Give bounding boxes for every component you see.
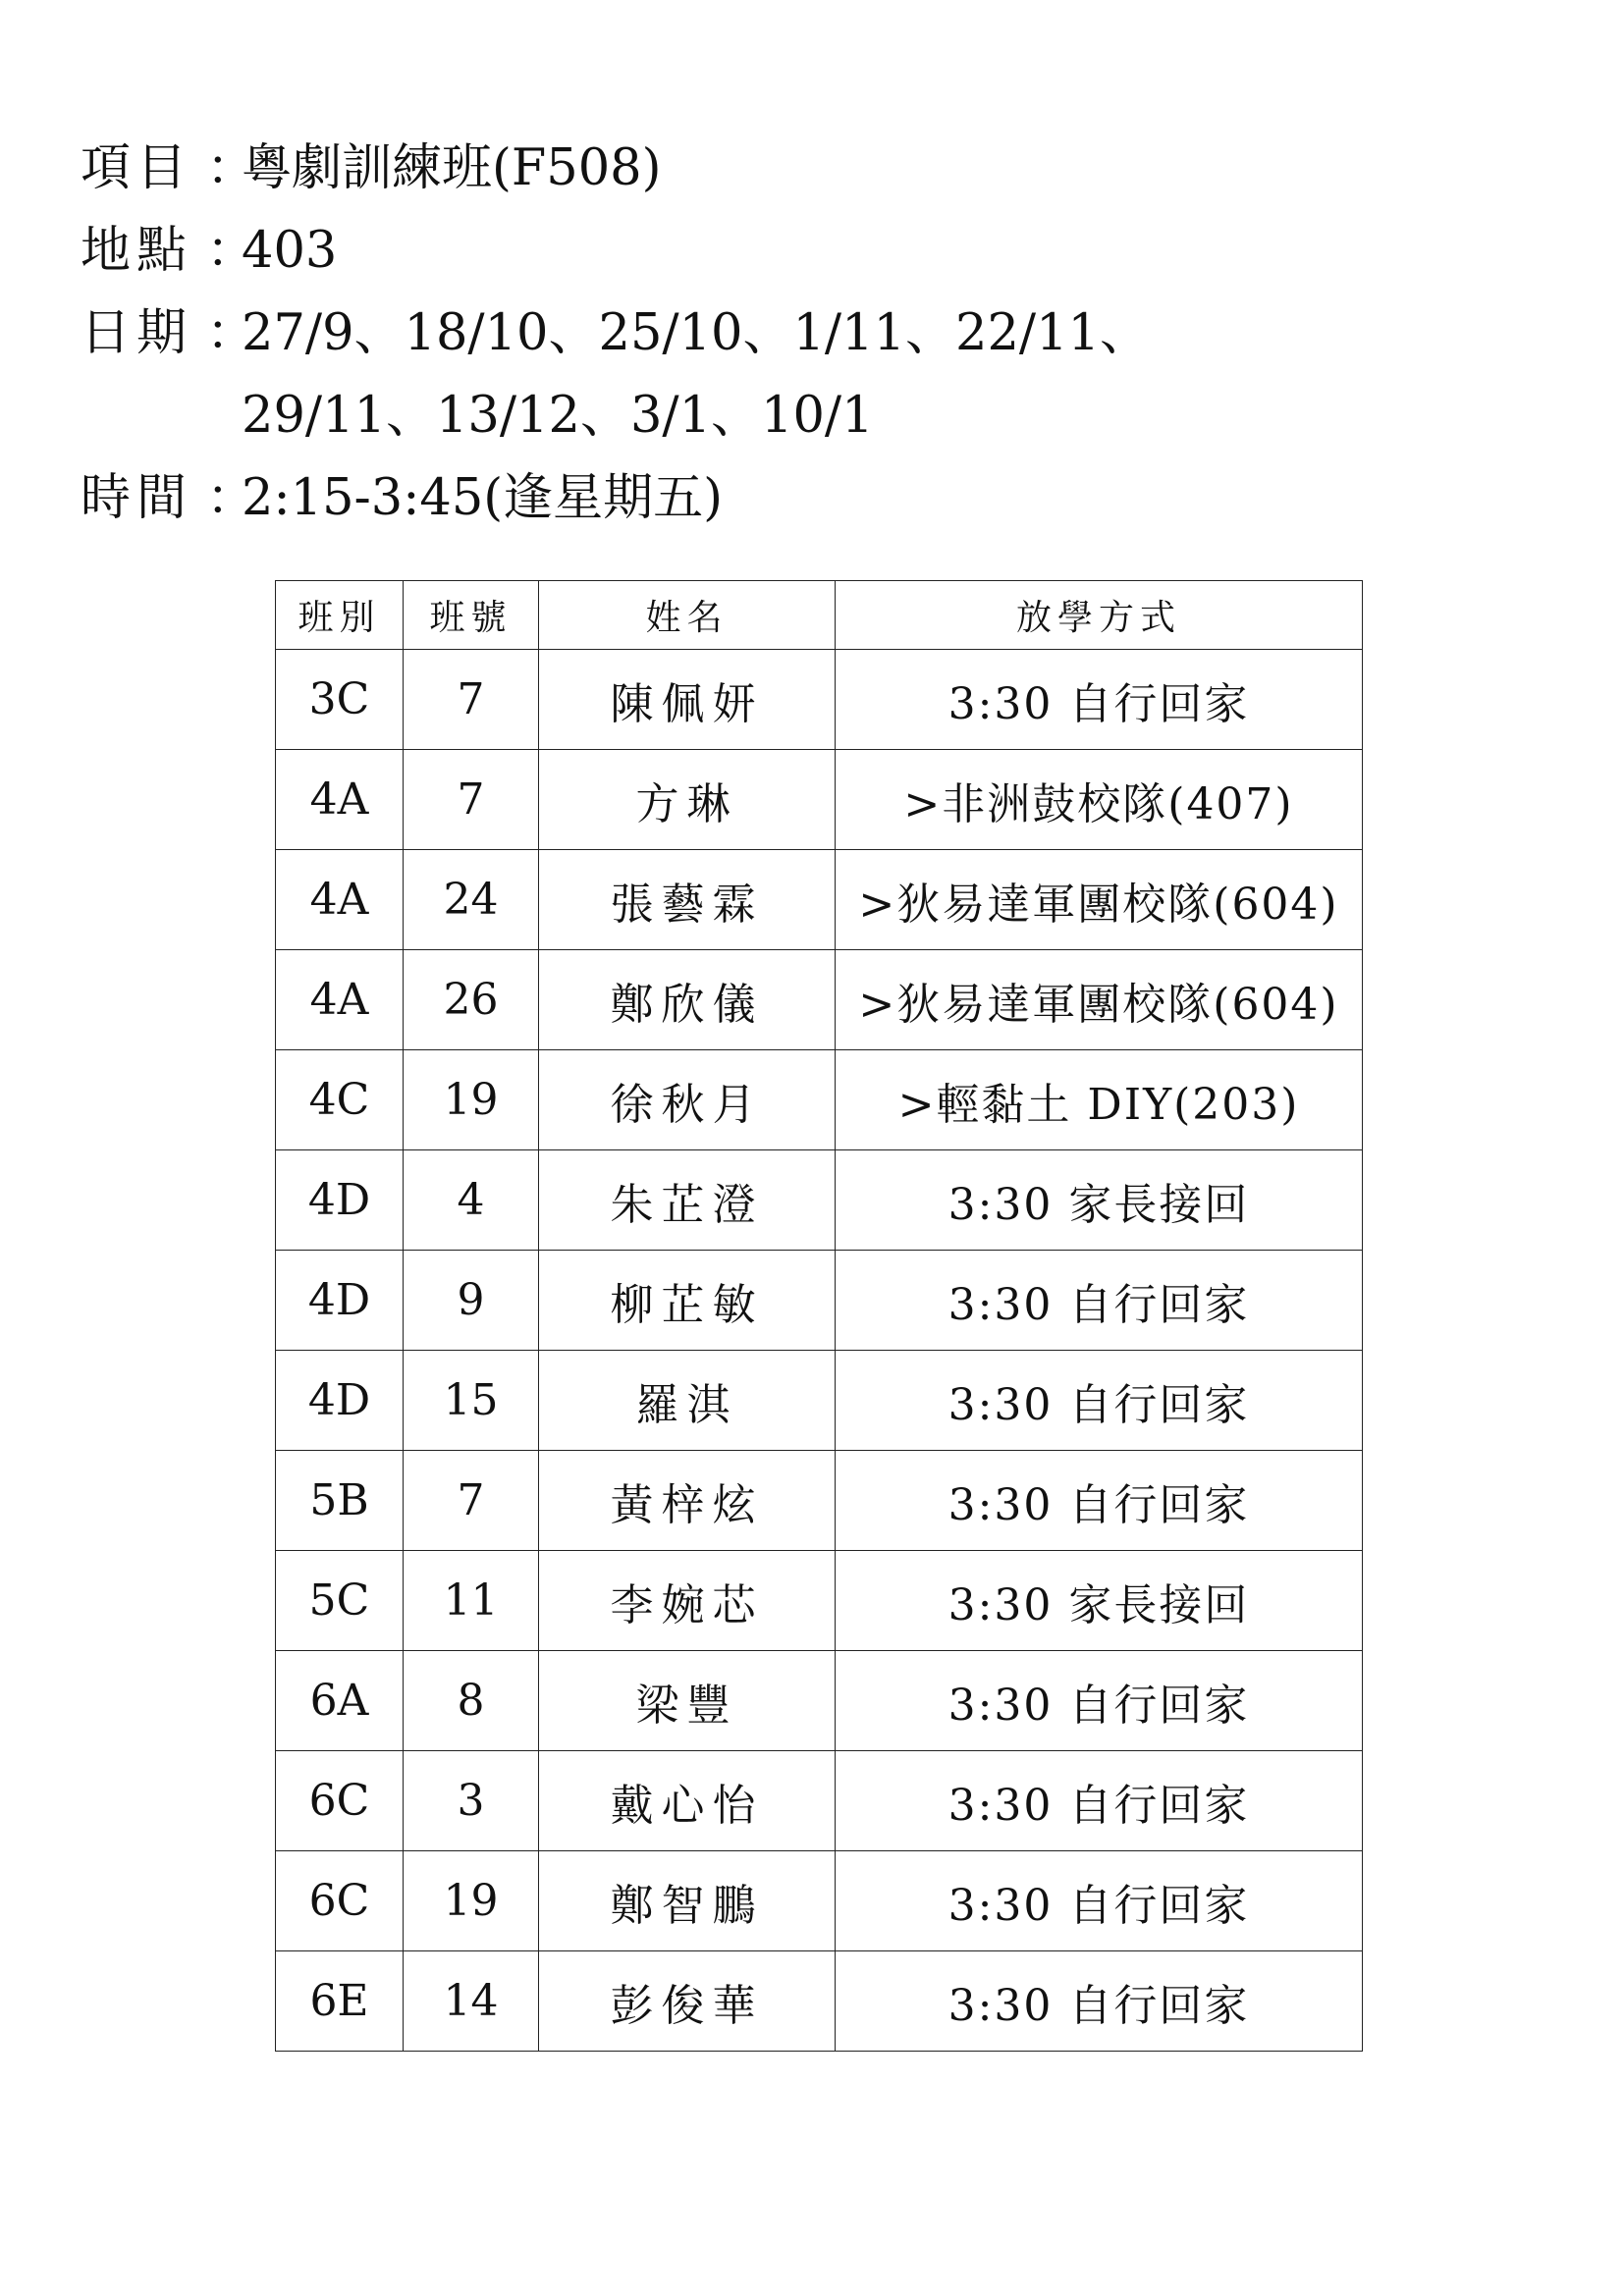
class-number-cell: 19 <box>404 1050 539 1150</box>
dismissal-method-cell: 3:30 自行回家 <box>836 1651 1363 1751</box>
student-name-cell: 李婉芯 <box>539 1551 836 1651</box>
dismissal-method-cell: 3:30 家長接回 <box>836 1150 1363 1251</box>
table-row <box>276 1451 1363 1551</box>
class-number-cell: 9 <box>404 1251 539 1351</box>
time-value: 2:15-3:45(逢星期五) <box>242 469 724 527</box>
table-row <box>276 1251 1363 1351</box>
student-name-cell: 羅淇 <box>539 1351 836 1451</box>
student-name-cell: 彭俊華 <box>539 1951 836 2052</box>
table-row <box>276 1050 1363 1150</box>
class-number-cell: 7 <box>404 1451 539 1551</box>
dates-line-1: 27/9、18/10、25/10、1/11、22/11、 <box>242 304 1150 362</box>
table-body <box>276 650 1363 2052</box>
location-label: 地點 <box>81 222 193 280</box>
header-class: 班別 <box>276 581 404 650</box>
class-cell: 4D <box>276 1150 404 1251</box>
table-row <box>276 1951 1363 2052</box>
class-number-cell: 19 <box>404 1851 539 1951</box>
dates-label: 日期 <box>81 304 193 362</box>
student-name-cell: 陳佩妍 <box>539 650 836 750</box>
activity-info <box>81 128 1150 540</box>
student-name-cell: 方琳 <box>539 750 836 850</box>
table-row <box>276 1551 1363 1651</box>
student-name-cell: 鄭智鵬 <box>539 1851 836 1951</box>
class-cell: 4D <box>276 1351 404 1451</box>
student-roster-table <box>275 580 1363 2052</box>
class-cell: 4A <box>276 750 404 850</box>
class-cell: 6E <box>276 1951 404 2052</box>
class-number-cell: 7 <box>404 650 539 750</box>
table-row <box>276 950 1363 1050</box>
header-name: 姓名 <box>539 581 836 650</box>
table-row <box>276 1351 1363 1451</box>
dismissal-method-cell: 3:30 自行回家 <box>836 1351 1363 1451</box>
project-label: 項目 <box>81 139 193 197</box>
dates-row <box>81 293 1150 457</box>
header-dismissal-method: 放學方式 <box>836 581 1363 650</box>
class-cell: 4D <box>276 1251 404 1351</box>
table-row <box>276 850 1363 950</box>
table-row <box>276 1651 1363 1751</box>
time-colon: ： <box>206 469 257 527</box>
table-row <box>276 1751 1363 1851</box>
class-cell: 3C <box>276 650 404 750</box>
dismissal-method-cell: 3:30 自行回家 <box>836 1951 1363 2052</box>
dismissal-method-cell: 3:30 自行回家 <box>836 650 1363 750</box>
table-header-row <box>276 581 1363 650</box>
class-number-cell: 24 <box>404 850 539 950</box>
project-row <box>81 128 1150 210</box>
dates-line-2: 29/11、13/12、3/1、10/1 <box>242 387 874 445</box>
student-name-cell: 梁豐 <box>539 1651 836 1751</box>
dismissal-method-cell: >輕黏土 DIY(203) <box>836 1050 1363 1150</box>
student-name-cell: 黃梓炫 <box>539 1451 836 1551</box>
class-number-cell: 15 <box>404 1351 539 1451</box>
class-cell: 5C <box>276 1551 404 1651</box>
class-cell: 5B <box>276 1451 404 1551</box>
class-number-cell: 11 <box>404 1551 539 1651</box>
class-number-cell: 14 <box>404 1951 539 2052</box>
class-number-cell: 8 <box>404 1651 539 1751</box>
dismissal-method-cell: 3:30 家長接回 <box>836 1551 1363 1651</box>
header-class-number: 班號 <box>404 581 539 650</box>
dismissal-method-cell: 3:30 自行回家 <box>836 1251 1363 1351</box>
dismissal-method-cell: 3:30 自行回家 <box>836 1851 1363 1951</box>
project-value: 粵劇訓練班(F508) <box>242 139 662 197</box>
time-label: 時間 <box>81 469 193 527</box>
project-colon: ： <box>206 139 257 197</box>
dates-colon: ： <box>206 304 257 362</box>
location-colon: ： <box>206 222 257 280</box>
student-name-cell: 柳芷敏 <box>539 1251 836 1351</box>
table-row <box>276 1150 1363 1251</box>
dismissal-method-cell: >狄易達軍團校隊(604) <box>836 850 1363 950</box>
student-name-cell: 鄭欣儀 <box>539 950 836 1050</box>
class-number-cell: 26 <box>404 950 539 1050</box>
student-name-cell: 張藝霖 <box>539 850 836 950</box>
class-cell: 4C <box>276 1050 404 1150</box>
dismissal-method-cell: >非洲鼓校隊(407) <box>836 750 1363 850</box>
class-cell: 6C <box>276 1851 404 1951</box>
table-row <box>276 650 1363 750</box>
time-row <box>81 457 1150 540</box>
class-cell: 6C <box>276 1751 404 1851</box>
class-cell: 6A <box>276 1651 404 1751</box>
student-name-cell: 朱芷澄 <box>539 1150 836 1251</box>
table-row <box>276 1851 1363 1951</box>
class-cell: 4A <box>276 850 404 950</box>
student-name-cell: 戴心怡 <box>539 1751 836 1851</box>
student-name-cell: 徐秋月 <box>539 1050 836 1150</box>
class-number-cell: 7 <box>404 750 539 850</box>
table-row <box>276 750 1363 850</box>
class-cell: 4A <box>276 950 404 1050</box>
location-row <box>81 210 1150 293</box>
location-value: 403 <box>242 222 338 280</box>
dates-values <box>242 293 1150 457</box>
dismissal-method-cell: 3:30 自行回家 <box>836 1451 1363 1551</box>
dismissal-method-cell: 3:30 自行回家 <box>836 1751 1363 1851</box>
class-number-cell: 4 <box>404 1150 539 1251</box>
class-number-cell: 3 <box>404 1751 539 1851</box>
dismissal-method-cell: >狄易達軍團校隊(604) <box>836 950 1363 1050</box>
